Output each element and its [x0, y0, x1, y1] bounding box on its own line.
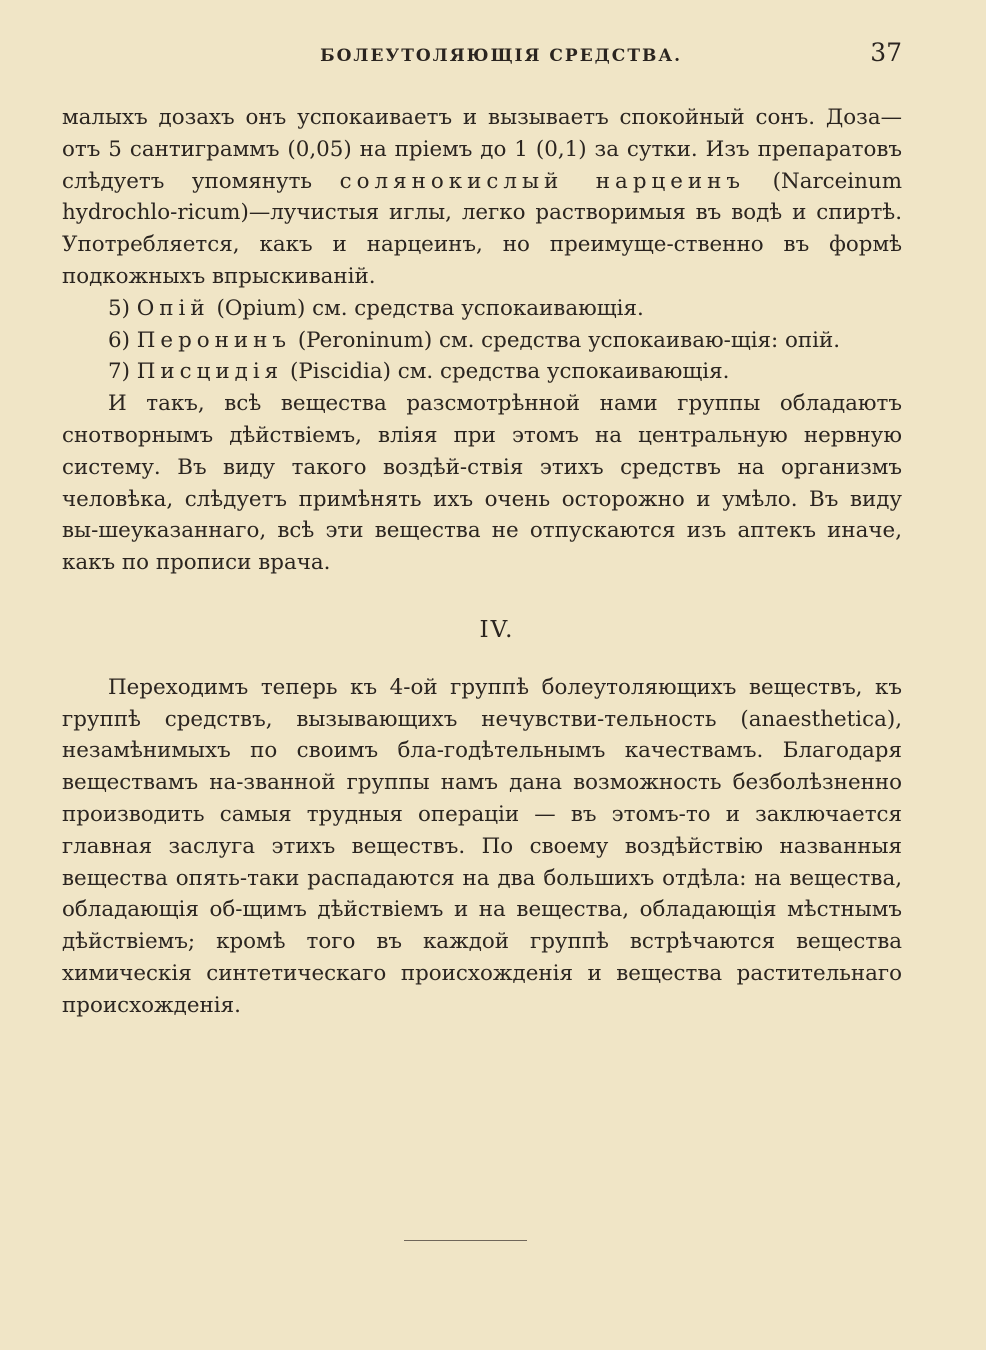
summary-paragraph: И такъ, всѣ вещества разсмотрѣнной нами группы обладаютъ снотворнымъ дѣйствіемъ, вліяя при этомъ на центральную нервную систему. Въ виду такого воздѣй-ствія этихъ средствъ на организмъ человѣка, слѣдуетъ примѣнять ихъ очень осторожно и умѣло. Въ виду вы-шеуказаннаго, всѣ эти вещества не отпускаются изъ аптекъ иначе, какъ по прописи врача. [62, 391, 902, 576]
paragraph-text: малыхъ дозахъ онъ успокаиваетъ и вызываетъ спокойный сонъ. Доза—отъ 5 сантиграммъ (0,05) на пріемъ до 1 (0,1) за сутки. Изъ препаратовъ слѣдуетъ упомянуть [62, 105, 902, 194]
end-divider [404, 1240, 527, 1241]
body-text [62, 102, 902, 1022]
spaced-term: солянокислый нарцеинъ [339, 168, 746, 194]
section-heading: IV. [479, 616, 515, 643]
spaced-term: Писцидія [136, 359, 284, 385]
spaced-term: Перонинъ [136, 327, 292, 353]
list-item-5 [62, 293, 902, 325]
running-head [62, 38, 902, 92]
running-title: БОЛЕУТОЛЯЮЩІЯ СРЕДСТВА. [320, 46, 683, 66]
list-item-7 [62, 356, 902, 388]
paragraph-continued [62, 102, 902, 293]
item-text: (Piscidia) см. средства успокаивающія. [283, 359, 730, 385]
section-paragraph: Переходимъ теперь къ 4-ой группѣ болеутоляющихъ веществъ, къ группѣ средствъ, вызывающихъ нечувстви-тельность (anaesthetica), незамѣнимыхъ по своимъ бла-годѣтельнымъ качествамъ. Благодаря веществамъ на-званной группы намъ дана возможность безболѣзненно производить самыя трудныя операціи — въ этомъ-то и заключается главная заслуга этихъ веществъ. По своему воздѣйствію названныя вещества опять-таки распадаются на два большихъ отдѣла: на вещества, обладающія об-щимъ дѣйствіемъ и на вещества, обладающія мѣстнымъ дѣйствіемъ; кромѣ того въ каждой группѣ встрѣчаются вещества химическія синтетическаго происхожденія и вещества растительнаго происхожденія. [62, 674, 902, 1018]
item-number: 5) [108, 295, 137, 321]
spaced-term: Опій [136, 295, 210, 321]
item-number: 7) [108, 359, 137, 385]
paragraph-text: (Narceinum hydrochlo-ricum)—лучистыя иглы, легко растворимыя въ водѣ и спиртѣ. Употребляется, какъ и нарцеинъ, но преимуще-ственно въ формѣ подкожныхъ впрыскиваній. [62, 168, 902, 289]
page-number: 37 [870, 38, 902, 67]
list-item-6 [62, 325, 902, 357]
item-text: (Opium) см. средства успокаивающія. [209, 295, 644, 321]
item-number: 6) [108, 327, 137, 353]
item-text: (Peroninum) см. средства успокаиваю-щія: опій. [291, 327, 841, 353]
